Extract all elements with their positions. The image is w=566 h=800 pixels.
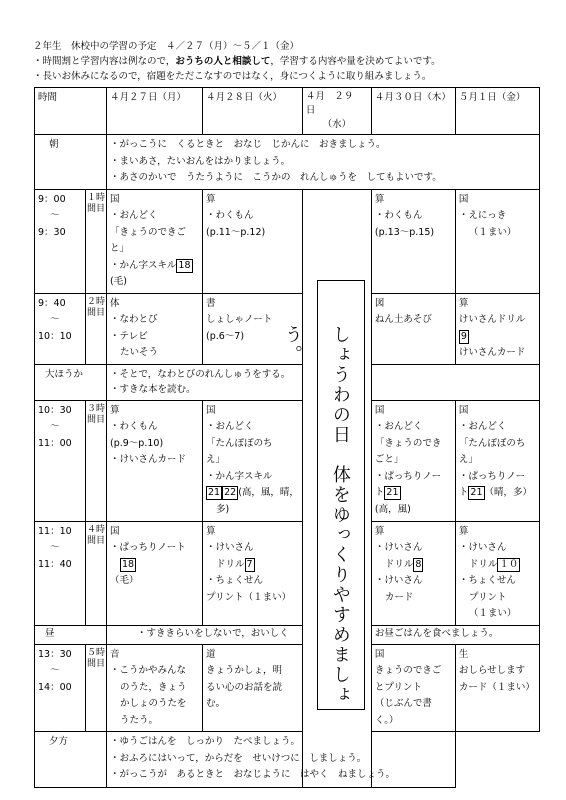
p1-mon-box: 18 <box>178 259 191 271</box>
p1-mon-l2: 「きょうのできご <box>110 226 187 238</box>
note-line-1 <box>33 55 441 69</box>
p5-tue-l1: きょうかしょ，明 <box>206 665 283 676</box>
p2-thu-subject: 図 <box>374 297 385 309</box>
p2-mon <box>107 293 203 364</box>
p4-thu-l3: ・けいさん <box>374 575 423 586</box>
p3-start: 10：30 <box>38 404 72 416</box>
p5-mon-l4: うたう。 <box>120 714 159 726</box>
p1-fri <box>455 189 539 293</box>
p2-start: 9：40 <box>38 297 66 309</box>
p1-start: 9：00 <box>38 193 66 205</box>
break-empty <box>371 364 539 400</box>
col-wed-day: （水） <box>322 119 352 130</box>
p2-tue-subject: 書 <box>206 297 216 309</box>
p4-fri-subject: 算 <box>458 525 469 537</box>
p4-tue-l2 <box>206 557 299 574</box>
p3-thu-l4: ・ぱっちりノー <box>374 470 442 482</box>
header-row <box>35 88 540 135</box>
break-label: 大ほうか <box>35 364 107 400</box>
p3-fri-subject: 国 <box>458 404 469 416</box>
p3-mon-l2: (p.9～p.10) <box>110 437 164 449</box>
p4-fri-l1: ・けいさん <box>458 542 507 553</box>
p1-fri-l1: ・えにっき <box>458 210 507 221</box>
schedule-table <box>34 87 540 788</box>
lunch-left-text: ・すききらいをしないで，おいしく <box>137 627 289 639</box>
p4-tue <box>203 521 303 625</box>
p3-thu-subject: 国 <box>374 404 385 416</box>
p5-thu-l3: （じぶんで書 <box>374 698 432 709</box>
col-wed-date: ４月 ２９ 日 <box>305 91 363 116</box>
evening-label: 夕方 <box>35 732 107 788</box>
p4-end: 11：40 <box>38 558 72 570</box>
p3-fri-box-tail: （晴，多） <box>484 487 533 498</box>
p3-fri-l5 <box>459 485 536 502</box>
p4-mon <box>107 521 203 625</box>
p5-mon-l2: のうた，きょう <box>120 681 187 693</box>
p3-fri-l1: ・おんどく <box>458 421 507 432</box>
p5-fri-l1: おしらせします <box>458 665 526 676</box>
evening-notes <box>107 732 456 788</box>
break-notes <box>107 364 303 400</box>
note-1-bold: おうちの人と相談して <box>175 56 271 67</box>
morning-row <box>35 135 540 190</box>
p3-tue-l1: ・おんどく <box>206 421 254 432</box>
p3-tue-box2: 22 <box>224 487 237 498</box>
p1-end: 9：30 <box>38 226 66 238</box>
p4-fri-l5: （１まい） <box>468 608 517 619</box>
p2-fri-l3: けいさんカード <box>458 347 526 358</box>
p5-start: 13：30 <box>38 648 72 660</box>
p4-thu-box-pre: ドリル <box>384 558 414 570</box>
p5-mon-subject: 音 <box>110 648 120 660</box>
evening-row <box>35 732 540 788</box>
p2-thu-l1: ねん土あそび <box>374 314 432 325</box>
p3-thu <box>371 400 455 521</box>
p2-fri <box>455 293 539 364</box>
p4-mon-box: 18 <box>122 558 135 570</box>
p4-tue-l4: プリント（１まい） <box>206 591 292 603</box>
p3-label: ３時間目 <box>86 400 107 521</box>
break-line-1: ・そとで，なわとびのれんしゅうをする。 <box>110 368 291 380</box>
morning-label: 朝 <box>35 135 107 190</box>
p1-mon-l1: ・おんどく <box>110 210 158 221</box>
p5-thu <box>371 644 455 732</box>
p1-thu-l1: ・わくもん <box>374 210 423 221</box>
p4-tilde: ～ <box>50 542 60 553</box>
p3-mon-subject: 算 <box>110 404 120 416</box>
morning-notes <box>107 135 540 190</box>
p1-mon-l4 <box>110 258 199 275</box>
wed-holiday-note: しょうわの日 体をゆっくりやすめましょう。 <box>317 280 365 710</box>
p2-mon-l3: たいそう <box>120 347 159 358</box>
p1-time <box>35 189 86 293</box>
p3-tue-l2: 「たんぽぽのち <box>206 437 273 449</box>
p5-time <box>35 644 86 732</box>
p4-label: ４時間目 <box>86 521 107 625</box>
p1-tue-subject: 算 <box>206 193 216 205</box>
p5-tilde: ～ <box>50 665 60 676</box>
p4-fri <box>455 521 539 625</box>
p1-label: １時間目 <box>86 189 107 293</box>
p1-fri-l2: （１まい） <box>468 226 517 238</box>
p5-end: 14：00 <box>38 681 72 693</box>
p4-tue-l3: ・ちょくせん <box>206 575 264 586</box>
wed-column <box>281 189 371 788</box>
p5-tue-l2: るい心のお話を読 <box>206 681 283 693</box>
p3-time <box>35 400 86 521</box>
p5-thu-l1: きょうのできご <box>374 665 442 676</box>
p2-tilde: ～ <box>50 314 60 325</box>
evening-line-3: ・がっこうが あるときと おなじように はやく ねましょう。 <box>110 769 396 780</box>
p2-mon-subject: 体 <box>110 297 120 309</box>
p2-mon-l1: ・なわとび <box>110 314 158 325</box>
p3-mon-l3: ・けいさんカード <box>110 454 187 465</box>
note-1a: ・時間割と学習内容は例なので， <box>33 56 176 67</box>
evening-line-1: ・ゆうごはんを しっかり たべましょう。 <box>110 736 301 747</box>
p4-mon-subject: 国 <box>110 525 120 537</box>
p1-thu-l2: (p.13～p.15) <box>374 226 435 238</box>
p3-fri-box: 21 <box>470 487 483 498</box>
p4-fri-l3: ・ちょくせん <box>458 575 516 586</box>
p4-fri-box-pre: ドリル <box>468 558 498 570</box>
p3-tue <box>203 400 303 521</box>
period-4-row <box>35 521 540 625</box>
p3-end: 11：00 <box>38 437 72 449</box>
p5-thu-l2: とプリント <box>374 681 423 693</box>
col-mon: ４月２７日（月） <box>107 88 203 135</box>
p3-thu-box-pre: ト <box>374 487 385 498</box>
p3-fri-box-pre: ト <box>458 487 469 498</box>
p3-mon-l1: ・わくもん <box>110 421 158 432</box>
p1-thu-subject: 算 <box>374 193 385 205</box>
p2-tue-l2: (p.6～7) <box>206 330 245 342</box>
period-5-row <box>35 644 540 732</box>
p5-fri-l2: カード（１まい） <box>458 681 535 693</box>
lunch-right: お昼ごはんを食べましょう。 <box>371 625 539 644</box>
p4-tue-box-pre: ドリル <box>216 558 245 570</box>
p4-tue-subject: 算 <box>206 525 216 537</box>
p4-thu-subject: 算 <box>374 525 385 537</box>
p1-mon-l3: と」 <box>110 243 130 254</box>
p1-mon-l5: (毛) <box>110 276 127 287</box>
p3-thu-l2: 「きょうのでき <box>374 437 442 449</box>
morning-line-3: ・あさのかいで うたうように こうかの れんしゅうを してもよいです。 <box>110 172 442 183</box>
p4-time <box>35 521 86 625</box>
col-time: 時間 <box>35 88 107 135</box>
p5-thu-subject: 国 <box>374 648 385 660</box>
col-fri: ５月１日（金） <box>455 88 539 135</box>
note-line-2: ・長いお休みになるので，宿題をただこなすのではなく，身につくように取り組みましょう。 <box>33 71 432 82</box>
p5-thu-l4: く。） <box>374 714 399 726</box>
p3-tue-subject: 国 <box>206 404 216 416</box>
page-title: ２年生 休校中の学習の予定 ４／２７（月）～５／１（金） <box>33 41 300 52</box>
p3-thu-l6: (高，風) <box>374 503 411 515</box>
p3-tilde: ～ <box>50 421 60 432</box>
period-1-row <box>35 189 540 293</box>
p3-fri <box>455 400 539 521</box>
note-1c: ，学習する内容や量を決めてよいです。 <box>270 56 441 67</box>
p3-tue-l6: 多) <box>216 503 230 515</box>
break-line-2: ・すきな本を読む。 <box>110 383 196 395</box>
p4-fri-box: １０ <box>499 558 519 570</box>
p1-tilde: ～ <box>50 210 60 221</box>
p2-fri-subject: 算 <box>458 297 469 309</box>
p2-fri-l2 <box>459 329 536 346</box>
p1-fri-subject: 国 <box>458 193 469 205</box>
p4-mon-l3: （毛） <box>110 575 139 586</box>
p4-fri-l4: プリント <box>468 591 507 603</box>
p1-mon <box>107 189 203 293</box>
lunch-left <box>107 625 303 644</box>
p3-tue-l5 <box>206 485 299 502</box>
lunch-label: 昼 <box>35 625 107 644</box>
p3-fri-l4: ・ぱっちりノー <box>458 470 526 482</box>
p3-tue-box1: 21 <box>208 487 221 498</box>
p5-tue-subject: 道 <box>206 648 216 660</box>
break-row <box>35 364 540 400</box>
p4-tue-l1: ・けいさん <box>206 542 254 553</box>
p2-tue-l1: しょしゃノート <box>206 314 273 325</box>
p4-start: 11：10 <box>38 525 72 537</box>
p4-mon-l2 <box>110 557 199 574</box>
p3-mon <box>107 400 203 521</box>
col-wed <box>302 88 371 135</box>
p4-thu-box: 8 <box>415 558 422 570</box>
p4-thu <box>371 521 455 625</box>
p2-thu <box>371 293 455 364</box>
p1-mon-subject: 国 <box>110 193 120 205</box>
p3-fri-l2: 「たんぽぽのち <box>458 437 526 449</box>
p3-thu-l1: ・おんどく <box>374 421 423 432</box>
p2-mon-l2: ・テレビ <box>110 330 148 342</box>
p3-tue-l3: え」 <box>206 454 226 465</box>
morning-line-1: ・がっこうに くるときと おなじ じかんに おきましょう。 <box>110 139 386 150</box>
col-tue: ４月２８日（火） <box>203 88 303 135</box>
lunch-row <box>35 625 540 644</box>
p3-tue-l4: ・かん字スキル <box>206 470 273 482</box>
p3-thu-l3: ごと」 <box>374 454 404 465</box>
p1-mon-kanji: ・かん字スキル <box>110 259 177 271</box>
period-3-row <box>35 400 540 521</box>
p5-tue-l3: む。 <box>206 698 226 709</box>
p3-fri-l3: え」 <box>458 454 478 465</box>
morning-line-2: ・まいあさ，たいおんをはかりましょう。 <box>110 155 291 167</box>
p4-mon-l1: ・ぱっちりノート <box>110 542 186 553</box>
p3-tue-box-tail: (高，風，晴， <box>238 487 299 498</box>
col-thu: ４月３０日（木） <box>371 88 455 135</box>
p4-thu-l4: カード <box>384 591 414 603</box>
p5-fri <box>455 644 539 732</box>
p4-fri-l2 <box>459 557 536 574</box>
p5-label: ５時間目 <box>86 644 107 732</box>
p2-time <box>35 293 86 364</box>
p4-thu-l1: ・けいさん <box>374 542 423 553</box>
p5-mon-l1: ・こうかやみんな <box>110 665 187 676</box>
p5-mon <box>107 644 203 732</box>
p2-end: 10：10 <box>38 330 72 342</box>
p4-thu-l2 <box>375 557 452 574</box>
p2-fri-box: 9 <box>460 330 467 342</box>
p5-mon-l3: かしょのうたを <box>120 698 187 709</box>
p4-tue-box: 7 <box>246 558 253 570</box>
p3-thu-box: 21 <box>386 487 399 498</box>
p5-tue <box>203 644 303 732</box>
p1-tue-l2: (p.11～p.12) <box>206 226 266 238</box>
p1-thu <box>371 189 455 293</box>
p2-fri-l1: けいさんドリル <box>458 314 526 325</box>
p5-fri-subject: 生 <box>458 648 469 660</box>
evening-line-2: ・おふろにはいって，からだを せいけつに しましょう。 <box>110 752 367 764</box>
p1-tue-l1: ・わくもん <box>206 210 254 221</box>
p1-tue <box>203 189 303 293</box>
p2-label: ２時間目 <box>86 293 107 364</box>
p3-thu-l5 <box>375 485 452 502</box>
